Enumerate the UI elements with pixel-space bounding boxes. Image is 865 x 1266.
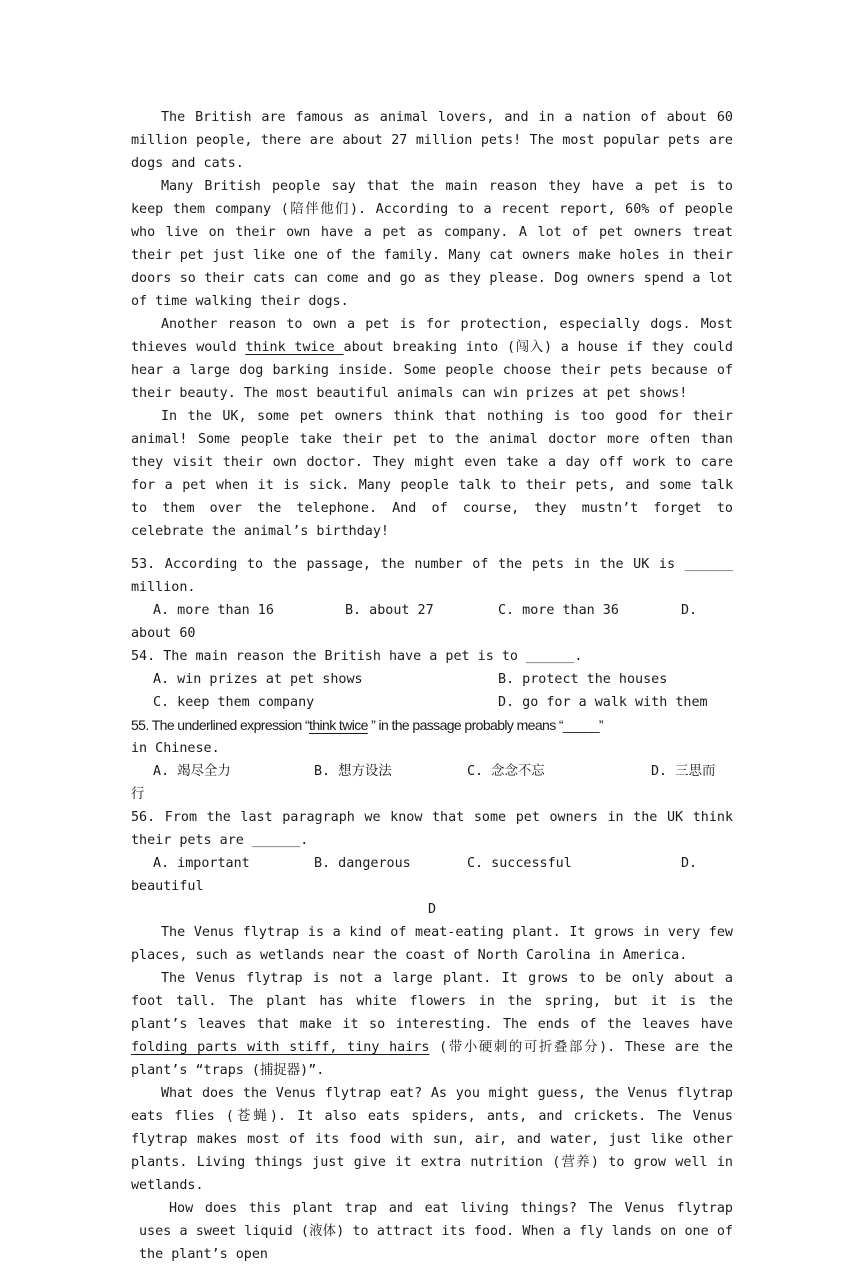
document-page [131, 106, 733, 1266]
passage-c-paragraph-1: The British are famous as animal lovers, and in a nation of about 60 million people, there are about 27 million pets! The most popular pets are dogs and cats. [131, 110, 733, 171]
question-53-options [131, 599, 733, 622]
passage-d-paragraph-3: What does the Venus flytrap eat? As you might guess, the Venus flytrap eats flies (苍蝇). It also eats spiders, ants, and crickets. The Venus flytrap makes most of its food with sun, air, and water, just like other plants. Living things just give it extra nutrition (营养) to grow well in wetlands. [131, 1086, 733, 1193]
option-d-continued: 行 [131, 787, 145, 802]
underlined-phrase: folding parts with stiff, tiny hairs [131, 1040, 430, 1055]
option-d: D. [681, 856, 698, 871]
option-d: D. 三思而 [651, 764, 716, 779]
option-c: C. 念念不忘 [467, 764, 545, 779]
option-d-continued: beautiful [131, 879, 204, 894]
passage-c-paragraph-4: In the UK, some pet owners think that nothing is too good for their animal! Some people take their pet to the animal doctor more often than they visit their own doctor. They might even take a day off work to care for a pet when it is sick. Many people talk to their pets, and some talk to them over the telephone. And of course, they mustn’t forget to celebrate the animal’s birthday! [131, 409, 733, 539]
option-a: A. important [153, 856, 250, 871]
question-54-stem: 54. The main reason the British have a pet is to ______. [131, 649, 583, 664]
passage-d-paragraph-1: The Venus flytrap is a kind of meat-eating plant. It grows in very few places, such as wetlands near the coast of North Carolina in America. [131, 925, 733, 963]
option-b: B. about 27 [345, 603, 434, 618]
paragraph-text: about breaking into (闯入) a house if they could hear a large dog barking inside. Some people choose their pets because of their beauty. The most beautiful animals can win prizes at pet shows! [131, 340, 733, 401]
question-53-stem: 53. According to the passage, the number of the pets in the UK is ______ million. [131, 557, 733, 595]
paragraph-text: The Venus flytrap is not a large plant. It grows to be only about a foot tall. The plant has white flowers in the spring, but it is the plant’s leaves that make it so interesting. The ends of the leaves have [131, 971, 733, 1032]
option-d: D. [681, 603, 698, 618]
option-a: A. 竭尽全力 [153, 764, 231, 779]
option-b: B. 想方设法 [314, 764, 392, 779]
paragraph-text: (带小硬刺的可折叠部分). These are the plant’s “traps (捕捉器)”. [131, 1040, 733, 1078]
passage-d-paragraph-4: How does this plant trap and eat living things? The Venus flytrap uses a sweet liquid (液体) to attract its food. When a fly lands on one of the plant’s open [139, 1201, 733, 1262]
option-c: C. more than 36 [498, 603, 619, 618]
option-d: D. go for a walk with them [498, 695, 708, 710]
option-b: B. protect the houses [498, 672, 668, 687]
question-55-stem [131, 714, 733, 737]
section-heading-d: D [427, 902, 437, 917]
question-56-stem: 56. From the last paragraph we know that some pet owners in the UK think their pets are ______. [131, 810, 733, 848]
underlined-expression: think twice [309, 717, 368, 733]
question-56-options [131, 852, 733, 875]
passage-c-paragraph-2: Many British people say that the main reason they have a pet is to keep them company (陪伴他们). According to a recent report, 60% of people who live on their own have a pet as company. A lot of pet owners treat their pet just like one of the family. Many cat owners make holes in their doors so their cats can come and go as they please. Dog owners spend a lot of time walking their dogs. [131, 179, 733, 309]
option-b: B. dangerous [314, 856, 411, 871]
option-c: C. keep them company [153, 695, 315, 710]
option-a: A. win prizes at pet shows [153, 672, 363, 687]
question-54-options-row-2 [131, 691, 733, 714]
passage-d-paragraph-2 [131, 967, 733, 1082]
option-a: A. more than 16 [153, 603, 274, 618]
stem-text: 55. The underlined expression “ [131, 717, 310, 733]
stem-text: ” in the passage probably means “_____” [367, 717, 603, 733]
option-c: C. successful [467, 856, 572, 871]
question-55-options [131, 760, 733, 783]
passage-c-paragraph-3 [131, 313, 733, 405]
question-55-stem-continued: in Chinese. [131, 741, 220, 756]
question-54-options-row-1 [131, 668, 733, 691]
paragraph-text: Another reason to own a pet is for protection, especially dogs. Most thieves would [131, 317, 733, 355]
underlined-expression: think twice [245, 340, 344, 355]
option-d-continued: about 60 [131, 626, 196, 641]
